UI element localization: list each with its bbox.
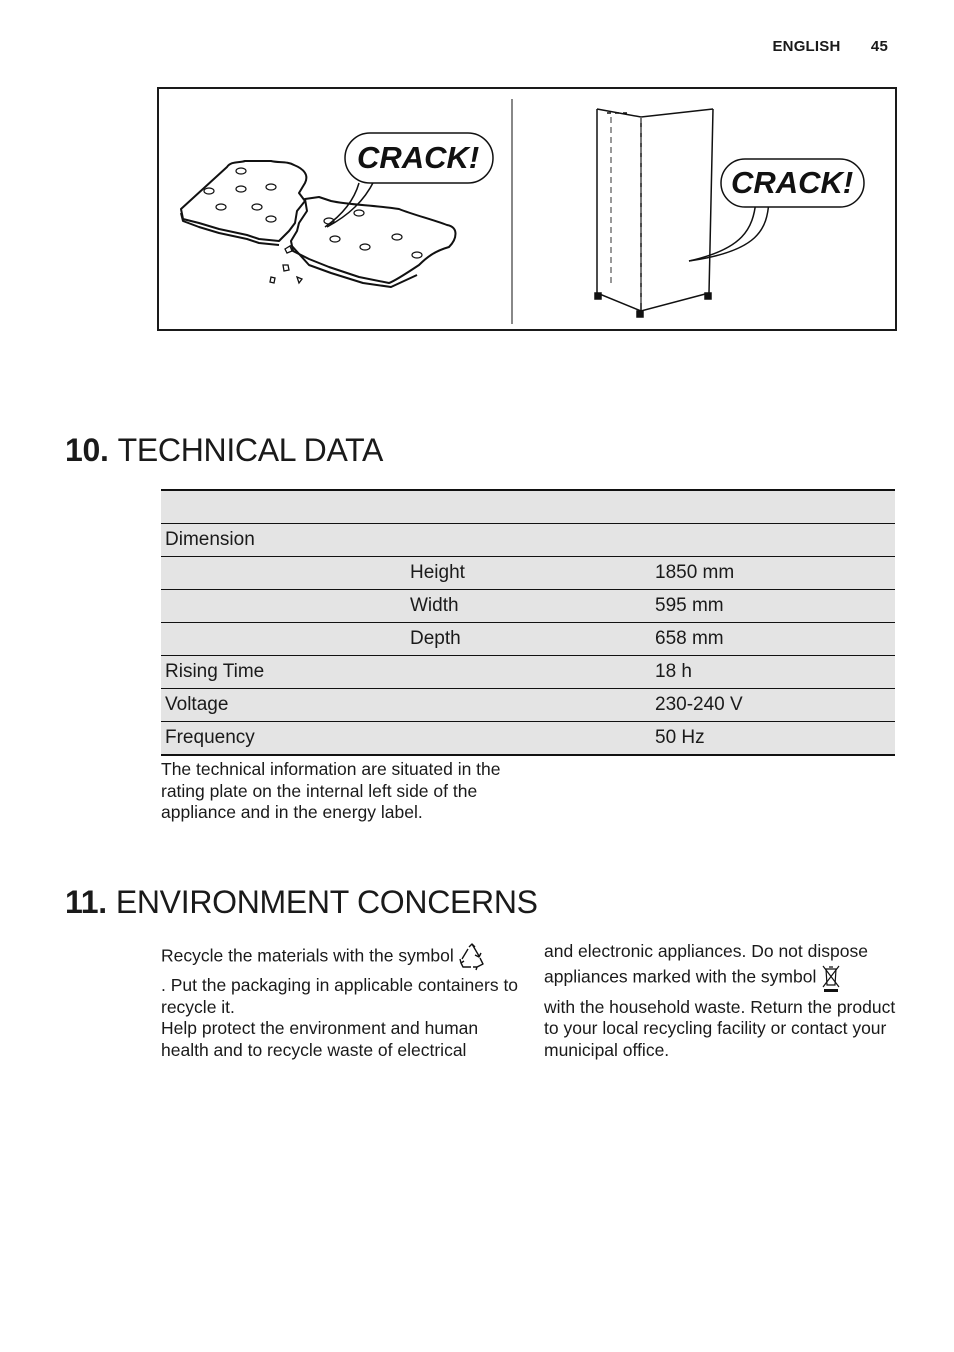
table-cell [161,590,406,623]
defrost-illustration [157,87,897,331]
environment-text-right [544,941,904,1061]
table-cell: 1850 mm [651,557,895,590]
table-row [161,722,895,756]
table-cell: Frequency [161,722,406,756]
table-cell [406,524,651,557]
crack-label-left: CRACK! [357,140,480,175]
language-label: ENGLISH [772,38,841,55]
table-row [161,524,895,557]
recycle-line [161,943,521,971]
dispose-text: and electronic appliances. Do not dispose appliances marked with the symbol [544,941,868,987]
table-row [161,623,895,656]
table-cell [161,490,406,524]
recycle-icon [459,943,485,971]
table-cell [161,557,406,590]
table-cell: Depth [406,623,651,656]
table-row [161,656,895,689]
recycle-text: Recycle the materials with the symbol [161,945,454,966]
table-cell: Height [406,557,651,590]
table-cell: 18 h [651,656,895,689]
section-number: 10. [65,432,109,468]
section-title: TECHNICAL DATA [117,432,384,468]
protect-text: Help protect the environment and human health and to recycle waste of electrical [161,1018,479,1060]
table-cell: 595 mm [651,590,895,623]
packaging-text: . Put the packaging in applicable containers to recycle it. [161,975,519,1017]
table-cell [406,689,651,722]
freezer-cabinet-icon [595,109,713,317]
table-row [161,557,895,590]
table-cell [406,490,651,524]
weee-line [544,941,904,993]
page-header [772,38,888,55]
section-10-heading [65,432,383,469]
table-cell: Voltage [161,689,406,722]
table-cell [651,490,895,524]
table-cell [406,722,651,756]
table-cell: Width [406,590,651,623]
table-cell: 658 mm [651,623,895,656]
table-cell: Rising Time [161,656,406,689]
table-cell: 50 Hz [651,722,895,756]
section-title: ENVIRONMENT CONCERNS [115,884,538,920]
section-number: 11. [65,884,107,920]
section-11-heading [65,884,538,921]
table-cell [651,524,895,557]
table-cell: Dimension [161,524,406,557]
technical-data-table [161,489,895,756]
technical-note: The technical information are situated in the rating plate on the internal left side of the appliance and in the energy label. [161,759,501,822]
table-row [161,590,895,623]
table-row [161,689,895,722]
return-text: with the household waste. Return the product to your local recycling facility or contact your municipal office. [544,996,896,1060]
environment-text-left [161,943,521,1061]
table-row [161,490,895,524]
table-cell [406,656,651,689]
crack-label-right: CRACK! [731,165,854,200]
table-cell: 230-240 V [651,689,895,722]
crossed-bin-icon [821,963,841,993]
illustration-drawing [159,89,895,329]
page-number: 45 [870,38,888,55]
table-cell [161,623,406,656]
